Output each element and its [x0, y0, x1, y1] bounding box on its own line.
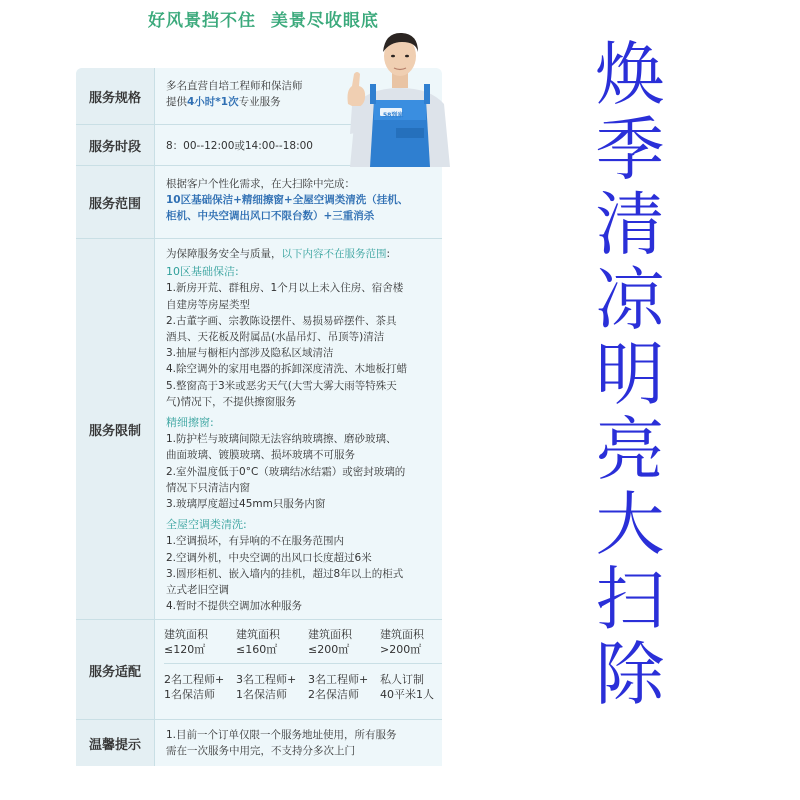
tips-line-2: 需在一次服务中用完，不支持分多次上门	[166, 745, 355, 757]
limit-line: 曲面玻璃、镀膜玻璃、损坏玻璃不可服务	[166, 449, 355, 462]
fit-staff: 私人订制 40平米1人	[380, 673, 434, 701]
spec-line-1: 多名直营自培工程师和保洁师	[166, 80, 303, 92]
headline-right: 美景尽收眼底	[270, 11, 379, 31]
limit-line: 4.除空调外的家用电器的拆卸深度清洗、木地板打蜡	[166, 363, 408, 376]
big-title	[590, 35, 670, 715]
worker-badge: 58到家	[383, 112, 404, 119]
limit-line: 2.古董字画、宗教陈设摆件、易损易碎摆件、茶具	[166, 314, 397, 327]
fit-grid	[164, 627, 438, 702]
limit-line: 酒具、天花板及附属品(水晶吊灯、吊顶等)清洁	[166, 331, 385, 344]
big-title-char: 明	[595, 335, 665, 415]
fit-divider	[164, 663, 442, 664]
limits-section-1	[166, 280, 438, 410]
limits-section-title: 10区基础保洁:	[166, 265, 239, 279]
scope-highlight-1: 10区基础保洁+精细擦窗+全屋空调类清洗（挂机、	[166, 194, 409, 206]
big-title-char: 亮	[595, 410, 665, 490]
row-content	[166, 246, 438, 614]
row-scope	[76, 165, 442, 239]
fit-area: 建筑面积 ≤160㎡	[236, 628, 280, 656]
row-tips	[76, 719, 442, 766]
cleaning-worker-illustration	[330, 22, 470, 167]
fit-staff: 3名工程师+ 2名保洁师	[308, 673, 369, 701]
scope-highlight-2: 柜机、中央空调出风口不限台数）+三重消杀	[166, 210, 375, 222]
row-label: 服务限制	[76, 239, 155, 620]
limits-section-2	[166, 431, 438, 512]
big-title-char: 清	[595, 185, 665, 265]
row-content	[164, 627, 438, 702]
limit-line: 3.抽屉与橱柜内部涉及隐私区域清洁	[166, 347, 334, 360]
limit-line: 1.防护栏与玻璃间隙无法容纳玻璃擦、磨砂玻璃、	[166, 433, 397, 446]
limit-line: 3.玻璃厚度超过45mm只服务内窗	[166, 498, 326, 511]
limit-line: 立式老旧空调	[166, 584, 229, 597]
row-content	[166, 176, 438, 224]
big-title-char: 季	[595, 110, 665, 190]
big-title-char: 焕	[595, 35, 665, 115]
big-title-char: 除	[595, 635, 665, 715]
row-fit	[76, 619, 442, 720]
big-title-char: 大	[595, 485, 665, 565]
headline-left: 好风景挡不住	[148, 11, 256, 31]
limit-line: 3.圆形柜机、嵌入墙内的挂机，超过8年以上的柜式	[166, 567, 404, 580]
row-label: 温馨提示	[76, 720, 155, 766]
row-limits	[76, 238, 442, 620]
fit-staff: 3名工程师+ 1名保洁师	[236, 673, 297, 701]
row-content	[166, 727, 438, 759]
limit-line: 气)情况下，不提供擦窗服务	[166, 395, 297, 408]
row-label: 服务范围	[76, 166, 155, 239]
limit-line: 情况下只清洁内窗	[166, 481, 250, 494]
service-table	[76, 68, 442, 766]
limits-section-title: 全屋空调类清洗:	[166, 518, 247, 532]
limits-intro: 为保障服务安全与质量，以下内容不在服务范围:	[166, 248, 391, 260]
limit-line: 4.暂时不提供空调加冰种服务	[166, 600, 303, 613]
spec-line-2: 提供4小时*1次专业服务	[166, 96, 281, 108]
limit-line: 自建房等房屋类型	[166, 298, 250, 311]
big-title-char: 扫	[595, 560, 665, 640]
hours-text: 8：00--12:00或14:00--18:00	[166, 140, 313, 152]
limit-line: 2.室外温度低于0°C（玻璃结冰结霜）或密封玻璃的	[166, 465, 406, 478]
scope-intro: 根据客户个性化需求，在大扫除中完成：	[166, 178, 355, 190]
limit-line: 2.空调外机，中央空调的出风口长度超过6米	[166, 551, 372, 564]
fit-area: 建筑面积 >200㎡	[380, 628, 424, 656]
fit-area: 建筑面积 ≤120㎡	[164, 628, 208, 656]
row-label: 服务时段	[76, 125, 155, 166]
big-title-char: 凉	[595, 260, 665, 340]
row-label: 服务规格	[76, 68, 155, 124]
limit-line: 1.新房开荒、群租房、1个月以上未入住房、宿舍楼	[166, 282, 404, 295]
limits-section-3	[166, 533, 438, 614]
limit-line: 1.空调损坏，有异响的不在服务范围内	[166, 535, 345, 548]
fit-area: 建筑面积 ≤200㎡	[308, 628, 352, 656]
fit-staff: 2名工程师+ 1名保洁师	[164, 673, 225, 701]
limits-section-title: 精细擦窗:	[166, 416, 214, 430]
tips-line-1: 1.目前一个订单仅限一个服务地址使用，所有服务	[166, 729, 397, 741]
row-label: 服务适配	[76, 620, 155, 720]
limit-line: 5.整窗高于3米或恶劣天气(大雪大雾大雨等特殊天	[166, 379, 397, 392]
